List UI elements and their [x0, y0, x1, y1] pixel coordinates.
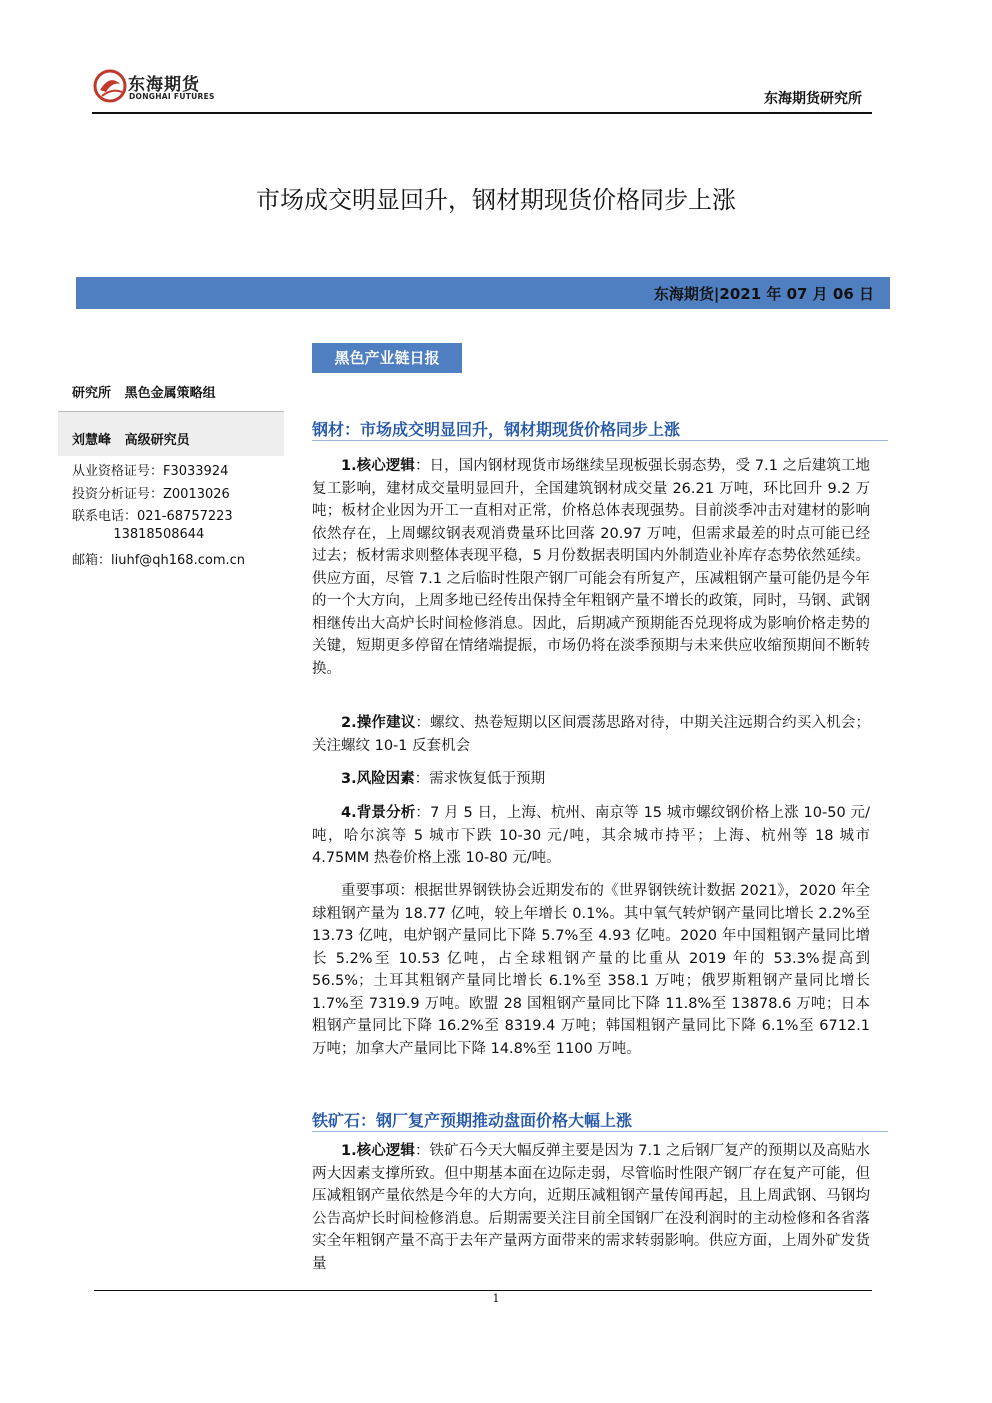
steel-background-label: 4.背景分析: [341, 805, 416, 821]
iron-ore-core-logic: [312, 1140, 870, 1275]
analysis-license-number: 投资分析证号：Z0013026: [72, 487, 230, 502]
analyst-name: 刘慧峰 高级研究员: [72, 433, 190, 448]
contact-mobile: 13818508644: [72, 527, 205, 542]
logo-mark-icon: [92, 68, 128, 104]
steel-trade-advice: [312, 712, 870, 757]
footer-divider: [94, 1290, 872, 1291]
iron-ore-heading-underline: [312, 1131, 888, 1132]
steel-core-logic-label: 1.核心逻辑: [341, 458, 415, 474]
page-number: 1: [492, 1292, 500, 1305]
qualification-number: 从业资格证号：F3033924: [72, 464, 229, 479]
steel-risk-factors-text: ：需求恢复低于预期: [414, 771, 546, 787]
report-type-tag: 黑色产业链日报: [312, 343, 462, 373]
contact-email: 邮箱：liuhf@qh168.com.cn: [72, 553, 245, 568]
report-date: 东海期货|2021 年 07 月 06 日: [653, 285, 874, 303]
document-title: 市场成交明显回升，钢材期现货价格同步上涨: [256, 186, 736, 214]
company-logo: [92, 68, 242, 108]
iron-ore-section-heading: 铁矿石：钢厂复产预期推动盘面价格大幅上涨: [312, 1111, 633, 1130]
sidebar-divider: [58, 411, 284, 412]
steel-risk-factors-label: 3.风险因素: [341, 771, 415, 787]
logo-chinese-name: 东海期货: [128, 75, 200, 95]
contact-phone: 联系电话：021-68757223: [72, 509, 233, 524]
header-divider: [92, 112, 872, 114]
steel-core-logic-text: ：日，国内钢材现货市场继续呈现板强长弱态势，受 7.1 之后建筑工地复工影响，建材成交量明显回升，全国建筑钢材成交量 26.21 万吨，环比回升 9.2 万吨；板材企业因为开工一直相对正常，价格总体表现强势。目前淡季冲击对建材的影响依然存在，上周螺纹钢表观消费量环比回落 20.97 万吨，但需求最差的时点可能已经过去；板材需求则整体表现平稳，5 月份数据表明国内外制造业补库存态势依然延续。供应方面，尽管 7.1 之后临时性限产钢厂可能会有所复产，压减粗钢产量可能仍是今年的一个大方向，上周多地已经传出保持全年粗钢产量不增长的政策，同时，马钢、武钢相继传出大高炉长时间检修消息。因此，后期减产预期能否兑现将成为影响价格走势的关键，短期更多停留在情绪端提振，市场仍将在淡季预期与未来供应收缩预期间不断转换。: [312, 458, 870, 677]
iron-ore-core-logic-text: ：铁矿石今天大幅反弹主要是因为 7.1 之后钢厂复产的预期以及高贴水两大因素支撑所致。但中期基本面在边际走弱，尽管临时性限产钢厂存在复产可能，但压减粗钢产量依然是今年的大方向，近期压减粗钢产量传闻再起，且上周武钢、马钢均公告高炉长时间检修消息。后期需要关注目前全国钢厂在没利润时的主动检修和各省落实全年粗钢产量不高于去年产量两方面带来的需求转弱影响。供应方面，上周外矿发货量: [312, 1143, 870, 1272]
steel-section-heading: 钢材：市场成交明显回升，钢材期现货价格同步上涨: [312, 420, 681, 439]
steel-trade-advice-text: ：螺纹、热卷短期以区间震荡思路对待，中期关注远期合约买入机会；关注螺纹 10-1 反套机会: [312, 715, 870, 754]
steel-key-events: 重要事项：根据世界钢铁协会近期发布的《世界钢铁统计数据 2021》，2020 年全球粗钢产量为 18.77 亿吨，较上年增长 0.1%。其中氧气转炉钢产量同比增长 2.2%至 13.73 亿吨，电炉钢产量同比下降 5.7%至 4.93 亿吨。2020 年中国粗钢产量同比增长 5.2%至 10.53 亿吨，占全球粗钢产量的比重从 2019 年的 53.3%提高到 56.5%；土耳其粗钢产量同比增长 6.1%至 358.1 万吨；俄罗斯粗钢产量同比增长 1.7%至 7319.9 万吨。欧盟 28 国粗钢产量同比下降 11.8%至 13878.6 万吨；日本粗钢产量同比下降 16.2%至 8319.4 万吨；韩国粗钢产量同比下降 6.1%至 6712.1 万吨；加拿大产量同比下降 14.8%至 1100 万吨。: [312, 883, 870, 1057]
steel-trade-advice-label: 2.操作建议: [341, 715, 416, 731]
steel-heading-underline: [312, 440, 888, 441]
steel-risk-factors: [312, 768, 870, 791]
steel-core-logic: [312, 455, 870, 680]
institute-name: 东海期货研究所: [764, 91, 862, 107]
date-banner: [76, 277, 890, 309]
steel-background: [312, 802, 870, 870]
steel-background-text: ：7 月 5 日，上海、杭州、南京等 15 城市螺纹钢价格上涨 10-50 元/吨，哈尔滨等 5 城市下跌 10-30 元/吨，其余城市持平；上海、杭州等 18 城市 4.75MM 热卷价格上涨 10-80 元/吨。: [312, 805, 870, 866]
logo-english-name: DONGHAI FUTURES: [129, 92, 215, 101]
iron-ore-core-logic-label: 1.核心逻辑: [341, 1143, 415, 1159]
research-group: 研究所 黑色金属策略组: [72, 386, 216, 401]
